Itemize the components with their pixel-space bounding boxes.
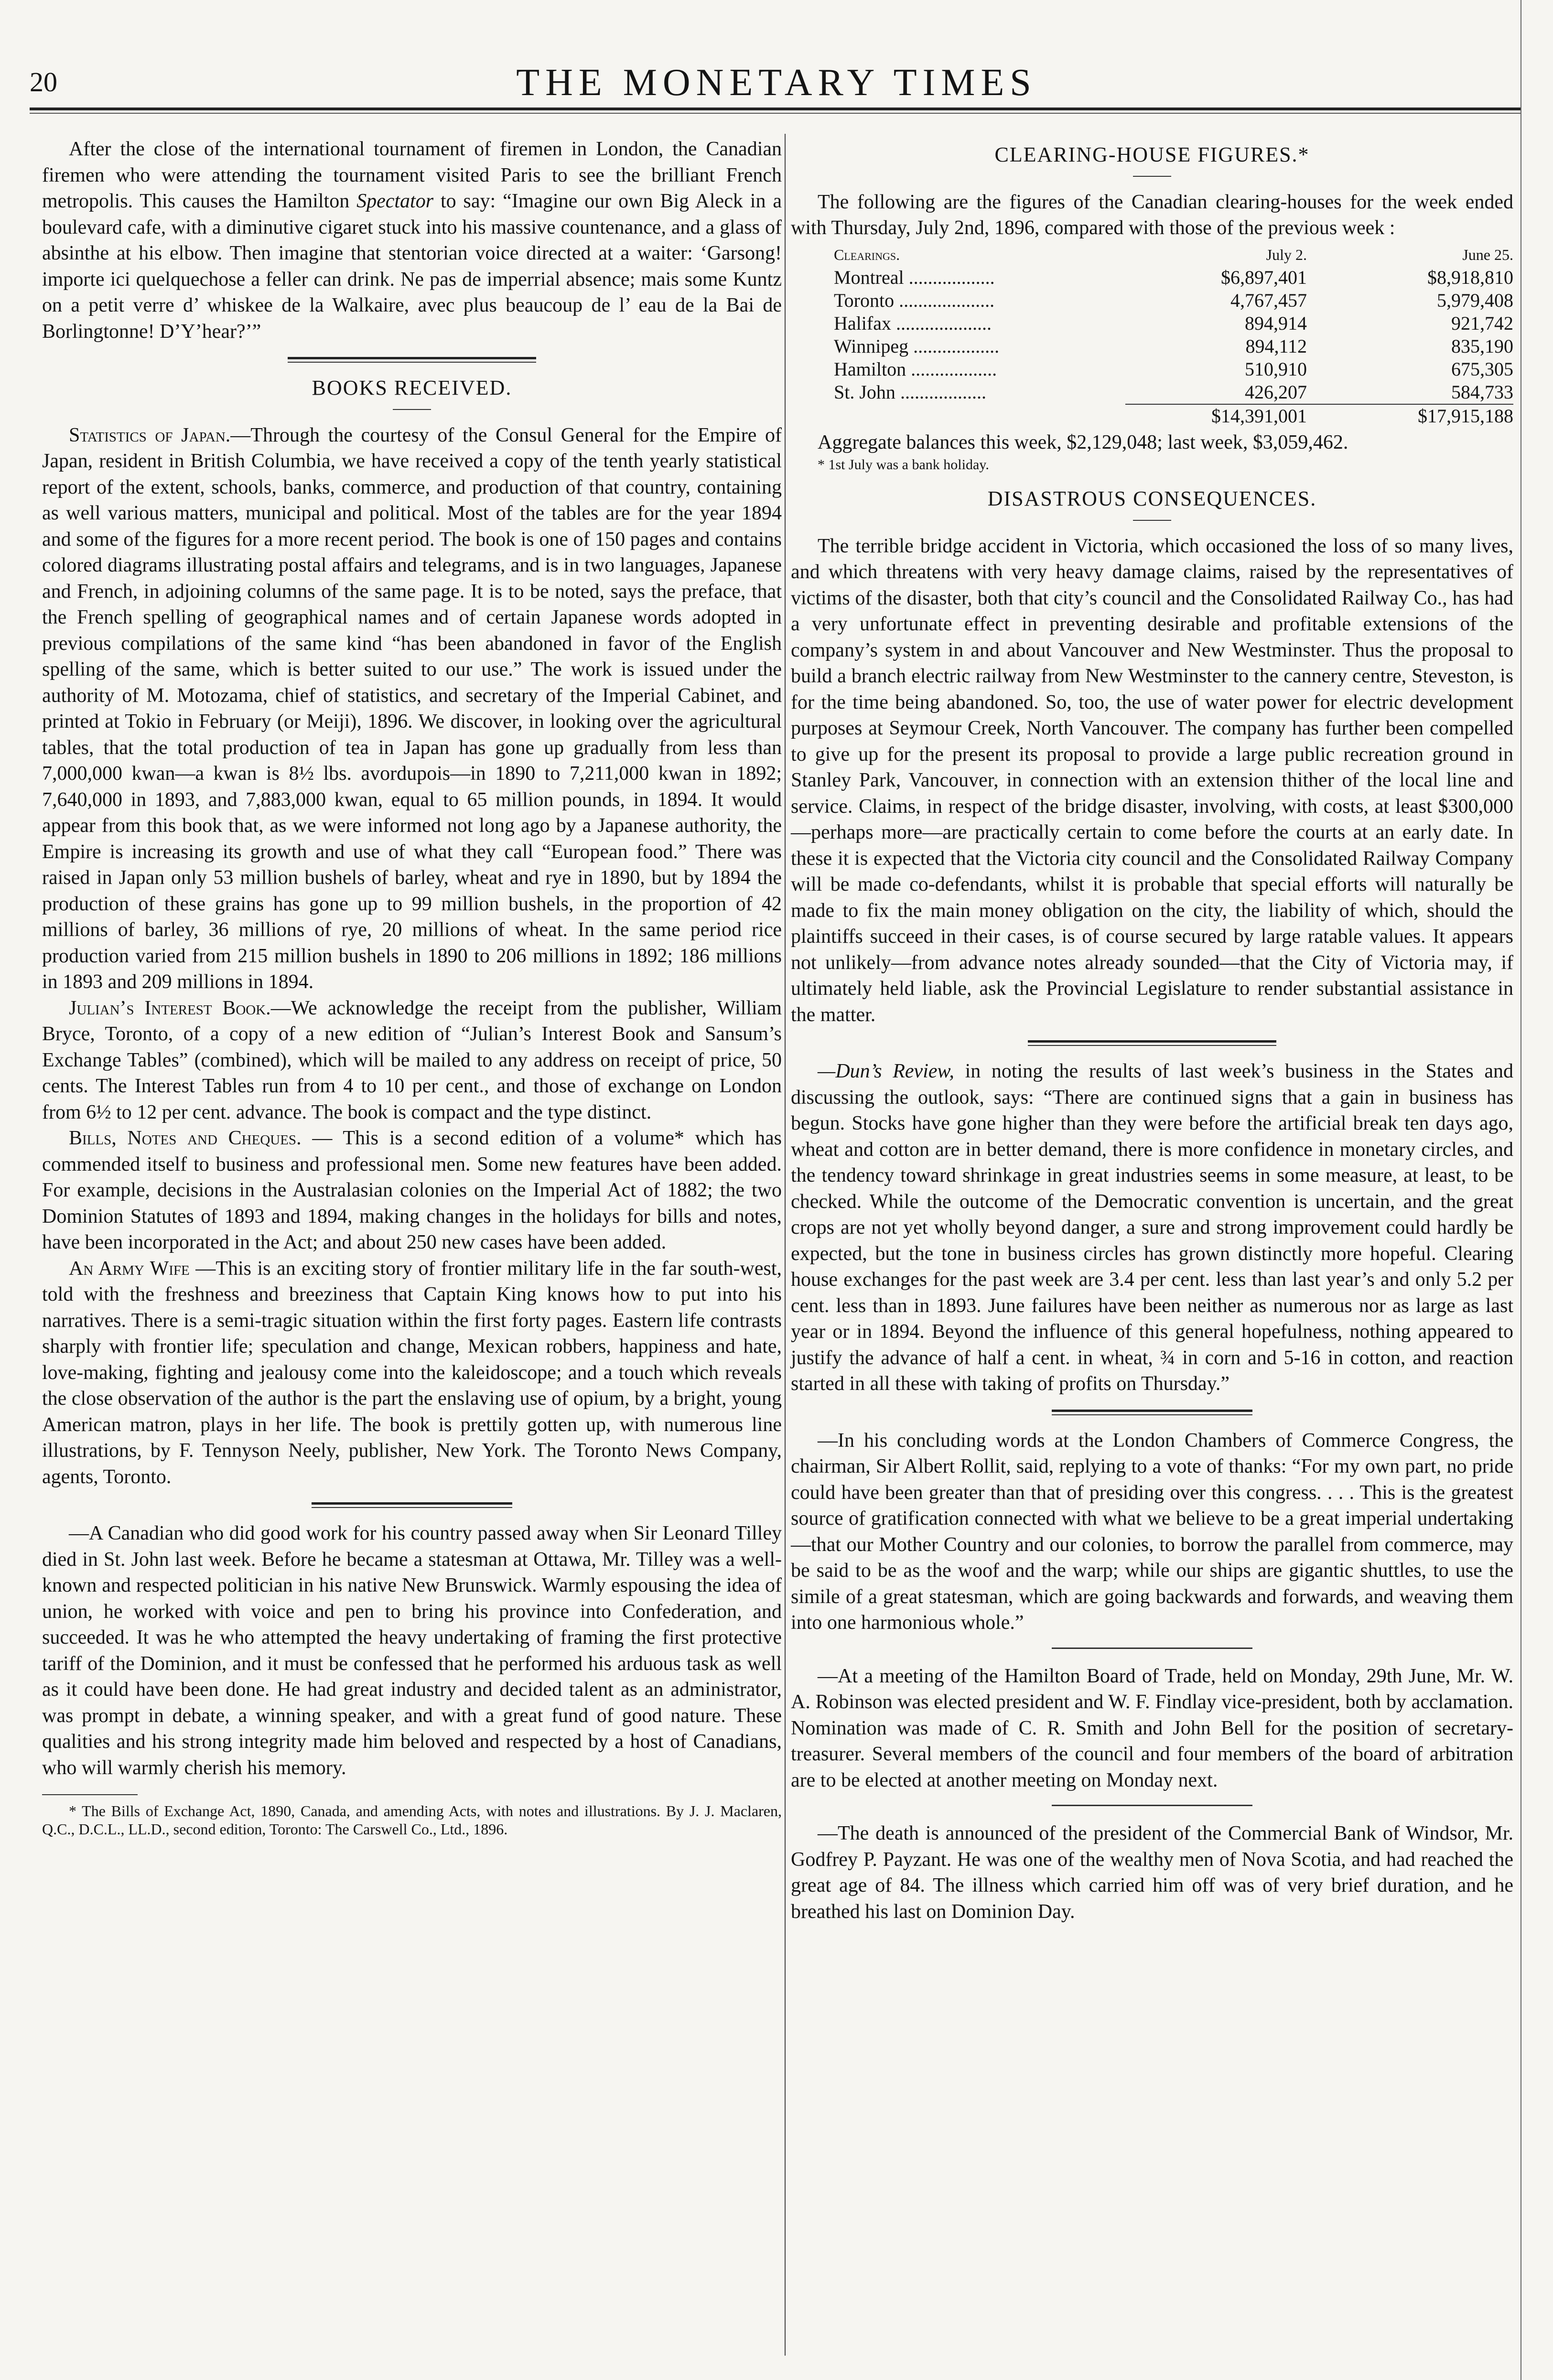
hamilton-board-paragraph: —At a meeting of the Hamilton Board of Trade, held on Monday, 29th June, Mr. W. A. Robinson was elected president and W. F. Findlay vice-president, both by acclamation. Nomination was made of C. R. Smith and John Bell for the position of secretary-treasurer. Several members of the council and four members of the board of arbitration are to be elected at another meeting on Monday next. bbox=[791, 1665, 1513, 1791]
section-rule bbox=[1052, 1410, 1252, 1415]
clearing-intro: The following are the figures of the Canadian clearing-houses for the week ended with Thursday, July 2nd, 1896, compared with those of the previous week : bbox=[791, 191, 1513, 239]
table-row: Halifax .................... 894,914 921,742 bbox=[834, 312, 1513, 334]
section-rule bbox=[312, 1502, 512, 1508]
clearing-house-heading: CLEARING-HOUSE FIGURES.* bbox=[994, 143, 1310, 166]
page-header bbox=[0, 0, 1553, 119]
heading-short-rule bbox=[1133, 520, 1171, 521]
table-header-row bbox=[791, 243, 1513, 266]
footnote-rule bbox=[42, 1794, 138, 1795]
section-rule bbox=[288, 357, 536, 363]
spectator-italic: Spectator bbox=[356, 190, 434, 212]
table-row: Winnipeg .................. 894,112 835,190 bbox=[834, 335, 1513, 357]
column-july: July 2. bbox=[1266, 246, 1307, 263]
header-rule-thin bbox=[30, 113, 1521, 114]
section-rule bbox=[1052, 1805, 1252, 1806]
bills-paragraph: Bills, Notes and Cheques. — This is a second edition of a volume* which has commended itself to business and professional men. Some new features have been added. For example, decisions in the Australasian colonies on the Imperial Act of 1882; the two Dominion Statutes of 1893 and 1894, making changes in the holidays for bills and notes, have been incorporated in the Act; and about 250 new cases have been added. bbox=[42, 1127, 782, 1253]
column-june: June 25. bbox=[1462, 246, 1513, 263]
section-rule bbox=[1028, 1040, 1276, 1046]
heading-short-rule bbox=[1133, 176, 1171, 177]
bills-lead: Bills, Notes and Cheques. bbox=[69, 1127, 302, 1149]
bridge-accident-paragraph: The terrible bridge accident in Victoria, which occasioned the loss of so many lives, and which threatens with very heavy damage claims, raised by the representatives of victims of the disaster, both that city’s council and the Consolidated Railway Co., has had a very unfortunate effect in preventing desirable and profitable extensions of the company’s system in and about Vancouver and New Westminster. Thus the proposal to build a branch electric railway from New Westminster to the cannery centre, Steveston, is for the time being abandoned. So, too, the use of water power for electric development purposes at Seymour Creek, North Vancouver. The company has further been compelled to give up for the present its proposal to provide a large public recreation ground in Stanley Park, Vancouver, in connection with an extension thither of the local line and service. Claims, in respect of the bridge disaster, involving, with costs, at least $300,000 —perhaps more—are practically certain to come before the courts at an early date. In these it is expected that the Victoria city council and the Consolidated Railway Company will be made co-defendants, whilst it is probable that special efforts will naturally be made to fix the main money obligation on the city, the liability of which, should the plaintiffs succeed in their cases, is of course secured by large ratable values. It appears not unlikely—from advance notes already sounded—that the City of Victoria may, if ultimately held liable, ask the Provincial Legislature to render substantial assistance in the matter. bbox=[791, 535, 1513, 1026]
payzant-death-paragraph: —The death is announced of the president of the Commercial Bank of Windsor, Mr. Godfrey P. Payzant. He was one of the wealthy men of Nova Scotia, and had reached the great age of 84. The illness which carried him off was of very brief duration, and he breathed his last on Dominion Day. bbox=[791, 1822, 1513, 1923]
clearings-table bbox=[791, 243, 1513, 428]
army-wife-paragraph: An Army Wife —This is an exciting story of frontier military life in the far south-west, told with the freshness and breeziness that Captain King knows how to put into his narratives. There is a semi-tragic situation within the first forty pages. Eastern life contrasts sharply with frontier life; speculation and change, Mexican robbers, happiness and hate, love-making, fighting and jealousy come into the kaleidoscope; and a touch which reveals the close observation of the author is the part the enslaving use of opium, by a bright, young American matron, plays in her life. The book is prettily gotten up, with numerous line illustrations, by F. Tennyson Neely, publisher, New York. The Toronto News Company, agents, Toronto. bbox=[42, 1257, 782, 1488]
julian-paragraph: Julian’s Interest Book.—We acknowledge the receipt from the publisher, William Bryce, Toronto, of a copy of a new edition of “Julian’s Interest Book and Sansum’s Exchange Tables” (combined), which will be mailed to any address on receipt of price, 50 cents. The Interest Tables run from 4 to 10 per cent., and those of exchange on London from 6½ to 12 per cent. advance. The book is compact and the type distinct. bbox=[42, 997, 782, 1123]
tilley-paragraph: —A Canadian who did good work for his country passed away when Sir Leonard Tilley died in St. John last week. Before he became a statesman at Ottawa, Mr. Tilley was a well-known and respected politician in his native New Brunswick. Warmly espousing the idea of union, he worked with voice and pen to bring his province into Confederation, and succeeded. It was he who attempted the heavy undertaking of framing the first protective tariff of the Dominion, and it must be confessed that he performed his arduous task as well as it could have been done. He had great industry and decided talent as an administrator, was prompt in debate, a winning speaker, and with a great fund of good nature. These qualities and his strong integrity made him beloved and respected by a host of Canadians, who will warmly cherish his memory. bbox=[42, 1522, 782, 1779]
clearing-footnote: * 1st July was a bank holiday. bbox=[818, 457, 989, 473]
japan-stats-paragraph: Statistics of Japan.—Through the courtesy of the Consul General for the Empire of Japan, resident in British Columbia, we have received a copy of the tenth yearly statistical report of the extent, schools, banks, commerce, and production of that country, containing as well various matters, municipal and political. Most of the tables are for the year 1894 and some of the figures for a more recent period. The book is one of 150 pages and contains colored diagrams illustrating postal affairs and telegrams, and is in two languages, Japanese and French, in adjoining columns of the same page. It is to be noted, says the preface, that the French spelling of geographical names and of certain Japanese words adopted in previous compilations of the same kind “has been abandoned in favor of the English spelling of the same, which is better suited to our use.” The work is issued under the authority of M. Motozama, chief of statistics, and secretary of the Imperial Cabinet, and printed at Tokio in February (or Meiji), 1896. We discover, in looking over the agricultural tables, that the total production of tea in Japan has gone up gradually from less than 7,000,000 kwan—a kwan is 8½ lbs. avordupois—in 1890 to 7,211,000 kwan in 1892; 7,640,000 in 1893, and 7,883,000 kwan, equal to 65 million pounds, in 1894. It would appear from this book that, as we were informed not long ago by a Japanese authority, the Empire is increasing its growth and use of what they call “European food.” There was raised in Japan only 53 million bushels of barley, wheat and rye in 1890, but by 1894 the production of these grains has gone up to 99 million bushels, in the proportion of 42 millions of barley, 36 millions of rye, 20 millions of wheat. In the same period rice production varied from 215 million bushels in 1890 to 206 millions in 1892; 186 millions in 1893 and 209 millions in 1894. bbox=[42, 424, 782, 993]
masthead-title: THE MONETARY TIMES bbox=[516, 62, 1037, 104]
right-column bbox=[791, 136, 1513, 1925]
rollit-paragraph: —In his concluding words at the London Chambers of Commerce Congress, the chairman, Sir Albert Rollit, said, replying to a vote of thanks: “For my own part, no pride could have been greater than that of presiding over this congress. . . . This is the greatest source of gratification connected with what we believe to be a great imperial undertaking—that our Mother Country and our colonies, to borrow the parallel from commerce, may be said to be as the woof and the warp; while our ships are gigantic shuttles, to use the simile of a great statesman, which are going backwards and forwards, and weaving them into one harmonious whole.” bbox=[791, 1429, 1513, 1634]
table-row: St. John .................. 426,207 584,733 bbox=[834, 381, 1513, 403]
footnote: * The Bills of Exchange Act, 1890, Canada, and amending Acts, with notes and illustrations. By J. J. Maclaren, Q.C., D.C.L., LL.D., second edition, Toronto: The Carswell Co., Ltd., 1896. bbox=[42, 1802, 782, 1838]
disastrous-consequences-heading: DISASTROUS CONSEQUENCES. bbox=[987, 487, 1317, 510]
table-row: Montreal .................. $6,897,401 $8,918,810 bbox=[834, 266, 1513, 288]
duns-review-paragraph: —Dun’s Review, in noting the results of last week’s business in the States and discussing the outlook, says: “There are continued signs that a gain in business has begun. Stocks have gone higher than they were before the artificial break ten days ago, wheat and cotton are in better demand, there is more confidence in monetary circles, and the tendency toward shrinkage in great industries seems in some measure, at least, to be checked. While the outcome of the Democratic convention is uncertain, and the great crops are not yet wholly beyond danger, a sure and strong improvement could hardly be expected, but the tone in business circles has grown distinctly more hopeful. Clearing house exchanges for the past week are 3.4 per cent. less than last year’s and only 5.2 per cent. less than in 1893. June failures have been neither as numerous nor as large as last year or in 1894. Beyond the influence of this general hopefulness, nothing appeared to justify the advance of half a cent. in wheat, ¾ in corn and 5-16 in cotton, and reaction started in all these with taking of profits on Thursday.” bbox=[791, 1060, 1513, 1395]
heading-short-rule bbox=[393, 409, 431, 410]
books-received-heading: BOOKS RECEIVED. bbox=[312, 376, 512, 399]
duns-review-italic: —Dun’s Review, bbox=[818, 1060, 954, 1082]
header-rule bbox=[30, 108, 1521, 110]
table-row: Hamilton .................. 510,910 675,305 bbox=[834, 358, 1513, 380]
army-wife-lead: An Army Wife bbox=[69, 1257, 190, 1280]
table-total-row: $14,391,001 $17,915,188 bbox=[791, 404, 1513, 428]
table-row: Toronto .................... 4,767,457 5,979,408 bbox=[834, 289, 1513, 311]
page-number: 20 bbox=[30, 66, 57, 97]
section-rule bbox=[1052, 1648, 1252, 1649]
julian-lead: Julian’s Interest Book. bbox=[69, 997, 271, 1019]
column-divider bbox=[785, 134, 786, 2356]
clearings-column-label: Clearings. bbox=[834, 246, 900, 263]
left-column bbox=[42, 136, 782, 1838]
japan-stats-lead: Statistics of Japan. bbox=[69, 424, 231, 446]
aggregate-balances: Aggregate balances this week, $2,129,048; last week, $3,059,462. bbox=[818, 431, 1348, 453]
firemen-paragraph: After the close of the international tournament of firemen in London, the Canadian firemen who were attending the tournament visited Paris to see the brilliant French metropolis. This causes the Hamilton Spectator to say: “Imagine our own Big Aleck in a boulevard cafe, with a diminutive cigaret stuck into his massive countenance, and a glass of absinthe at his elbow. Then imagine that stentorian voice directed at a waiter: ‘Garsong! importe ici quelquechose a feller can drink. Ne pas de imperrial absence; mais some Kuntz on a petit verre d’ whiskee de la Walkaire, avec plus beaucoup de l’ eau de la Bai de Borlingtonne! D’Y’hear?’” bbox=[42, 138, 782, 343]
